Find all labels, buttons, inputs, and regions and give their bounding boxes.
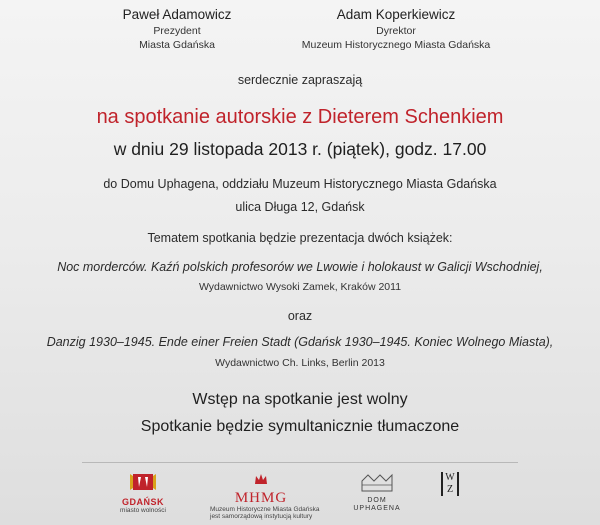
mhmg-caption: Muzeum Historyczne Miasta Gdańska — [210, 506, 320, 513]
divider — [82, 462, 518, 463]
host-name: Adam Koperkiewicz — [336, 7, 456, 22]
gdansk-crest-icon — [129, 472, 157, 492]
book-title: Noc morderców. Kaźń polskich profesorów we Lwowie i holokaust w Galicji Wschodniej, — [57, 260, 543, 274]
house-facade-icon — [359, 472, 395, 492]
dom-uphagena-logo — [348, 472, 406, 513]
venue-name: do Domu Uphagena, oddziału Muzeum Historycznego Miasta Gdańska — [103, 177, 497, 191]
translation-note: Spotkanie będzie symultanicznie tłumaczone — [140, 418, 460, 435]
mhmg-caption: jest samorządową instytucją kultury — [210, 513, 313, 520]
conjunction: oraz — [287, 309, 313, 323]
gdansk-logo — [112, 472, 174, 514]
host-role: Prezydent — [153, 25, 201, 37]
host-president — [102, 6, 252, 52]
event-date: w dniu 29 listopada 2013 r. (piątek), godz. 17.00 — [113, 139, 487, 159]
gdansk-wordmark: GDAŃSK — [121, 497, 164, 507]
mhmg-wordmark: MHMG — [234, 490, 288, 506]
wz-mark: WZ — [441, 472, 459, 496]
host-director — [288, 6, 504, 52]
hosts — [0, 6, 600, 58]
host-role: Miasta Gdańska — [139, 39, 215, 51]
dom-wordmark: DOM — [367, 497, 387, 504]
host-role: Muzeum Historycznego Miasta Gdańska — [301, 39, 491, 51]
invite-line: serdecznie zapraszają — [237, 73, 363, 87]
wz-logo — [438, 472, 462, 496]
book-publisher: Wydawnictwo Ch. Links, Berlin 2013 — [215, 357, 385, 369]
host-role: Dyrektor — [376, 25, 416, 37]
book-publisher: Wydawnictwo Wysoki Zamek, Kraków 2011 — [198, 281, 402, 293]
headline: na spotkanie autorskie z Dieterem Schenkiem — [96, 106, 504, 128]
book-title: Danzig 1930–1945. Ende einer Freien Stadt (Gdańsk 1930–1945. Koniec Wolnego Miasta), — [46, 335, 554, 349]
gdansk-tagline: miasto wolności — [120, 507, 166, 514]
dom-subtitle: UPHAGENA — [353, 505, 401, 512]
crown-icon — [254, 473, 268, 485]
mhmg-logo — [210, 472, 320, 520]
topic-line: Tematem spotkania będzie prezentacja dwóch książek: — [147, 231, 453, 245]
venue-address: ulica Długa 12, Gdańsk — [235, 200, 365, 214]
entry-note: Wstęp na spotkanie jest wolny — [192, 391, 408, 408]
host-name: Paweł Adamowicz — [122, 7, 232, 22]
